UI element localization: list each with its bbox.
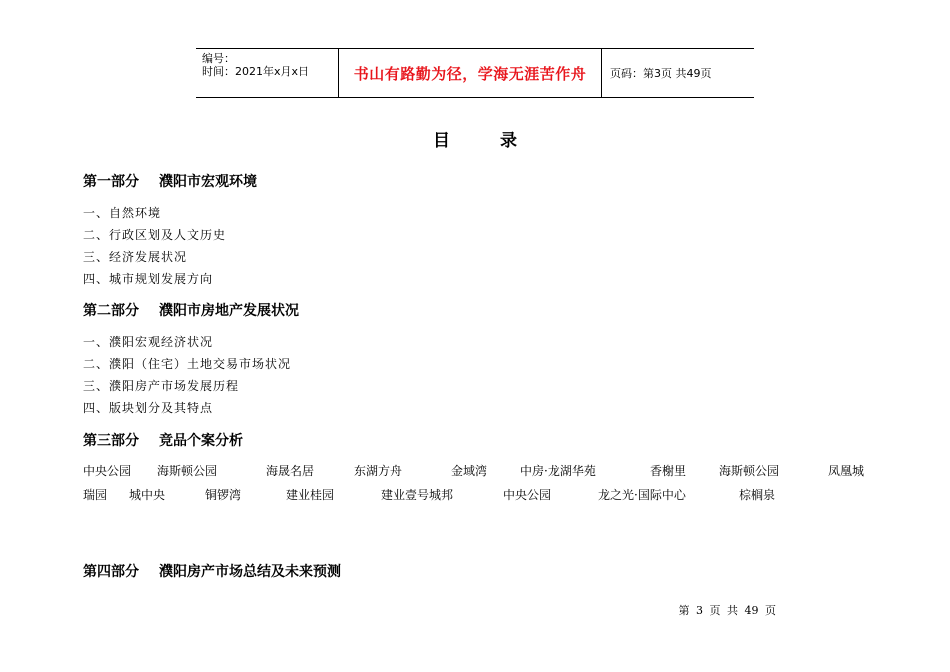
part-number: 第一部分 [83,174,139,190]
toc-item: 一、自然环境 [83,206,162,220]
project-name: 海晟名居 [266,464,315,478]
header-date-label: 时间：2021年x月x日 [202,65,310,78]
project-name: 凤凰城 [828,464,865,478]
toc-item: 三、濮阳房产市场发展历程 [83,379,240,393]
header-id-label: 编号： [202,52,235,65]
part-heading [83,300,299,320]
project-name: 瑞园 [83,488,108,502]
document-header [196,48,754,98]
project-name: 金域湾 [451,464,488,478]
project-name: 海斯顿公园 [157,464,218,478]
project-name: 龙之光·国际中心 [598,488,686,502]
project-name: 棕榈泉 [739,488,776,502]
toc-item: 二、行政区划及人文历史 [83,228,227,242]
toc-title: 目录 [433,131,567,151]
part-number: 第四部分 [83,564,139,580]
project-name: 城中央 [129,488,166,502]
project-name: 中央公园 [503,488,552,502]
part-number: 第三部分 [83,433,139,449]
project-name: 铜锣湾 [205,488,242,502]
header-page-info: 页码：第3页 共49页 [610,67,712,80]
toc-item: 二、濮阳（住宅）土地交易市场状况 [83,357,292,371]
part-heading [83,561,341,581]
part-title: 竞品个案分析 [159,433,243,449]
toc-item: 三、经济发展状况 [83,250,188,264]
header-motto: 书山有路勤为径，学海无涯苦作舟 [338,49,602,97]
header-meta [196,49,338,97]
project-name: 建业壹号城邦 [381,488,454,502]
part-number: 第二部分 [83,303,139,319]
project-name: 中央公园 [83,464,132,478]
toc-item: 一、濮阳宏观经济状况 [83,335,214,349]
project-name: 中房·龙湖华苑 [520,464,596,478]
project-name: 香榭里 [650,464,687,478]
part-heading [83,171,257,191]
toc-item: 四、城市规划发展方向 [83,272,214,286]
part-heading [83,430,243,450]
page-footer: 第 3 页 共 49 页 [678,604,776,617]
project-name: 海斯顿公园 [719,464,780,478]
part-title: 濮阳市宏观环境 [159,174,257,190]
project-name: 东湖方舟 [354,464,403,478]
part-title: 濮阳市房地产发展状况 [159,303,299,319]
part-title: 濮阳房产市场总结及未来预测 [159,564,341,580]
project-name: 建业桂园 [286,488,335,502]
toc-item: 四、版块划分及其特点 [83,401,214,415]
